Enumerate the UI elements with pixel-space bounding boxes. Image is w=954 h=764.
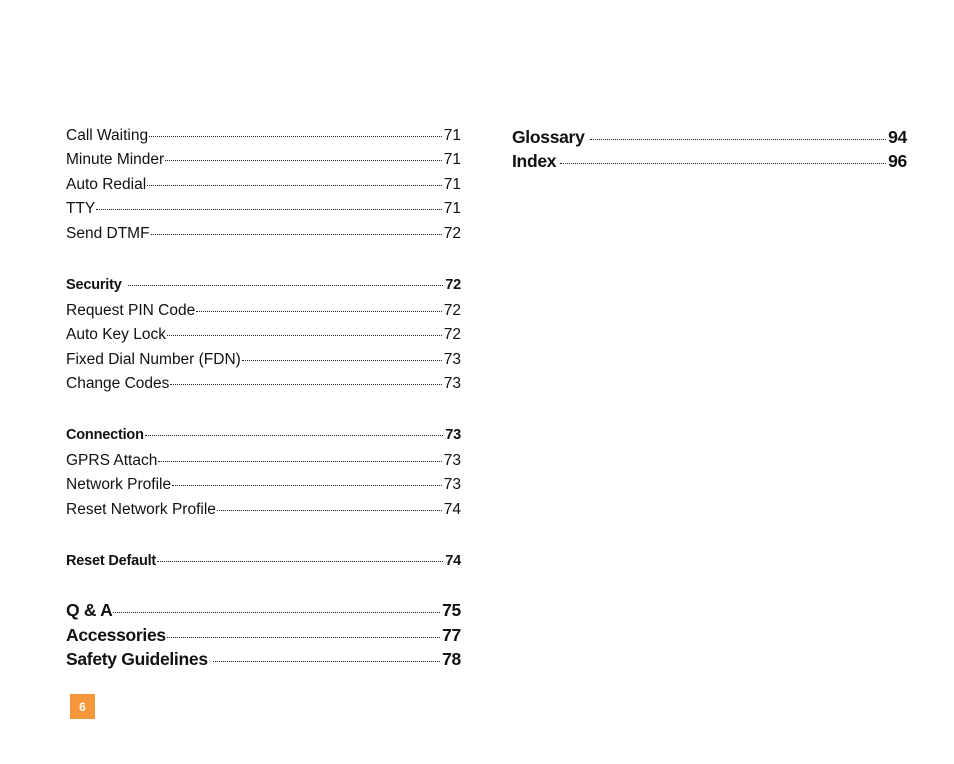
toc-entry-call-waiting[interactable] bbox=[66, 127, 461, 147]
dot-leader bbox=[196, 311, 442, 312]
toc-entry-label: Change Codes bbox=[66, 375, 170, 392]
dot-leader bbox=[96, 209, 441, 210]
toc-entry-auto-key-lock[interactable] bbox=[66, 326, 461, 346]
toc-chapter-page: 75 bbox=[442, 600, 461, 620]
dot-leader bbox=[170, 384, 441, 385]
toc-chapter-page: 78 bbox=[442, 649, 461, 669]
dot-leader bbox=[147, 185, 442, 186]
toc-entry-label: Minute Minder bbox=[66, 151, 165, 168]
dot-leader bbox=[172, 485, 442, 486]
toc-entry-auto-redial[interactable] bbox=[66, 176, 461, 196]
toc-entry-label: Fixed Dial Number (FDN) bbox=[66, 351, 241, 368]
dot-leader bbox=[113, 612, 440, 613]
toc-entry-page: 71 bbox=[443, 151, 461, 168]
dot-leader bbox=[128, 285, 444, 286]
toc-section-page: 74 bbox=[445, 553, 461, 569]
toc-entry-page: 73 bbox=[443, 375, 461, 392]
toc-entry-page: 72 bbox=[443, 302, 461, 319]
toc-section-page: 72 bbox=[445, 277, 461, 293]
toc-entry-minute-minder[interactable] bbox=[66, 151, 461, 171]
dot-leader bbox=[242, 360, 442, 361]
dot-leader bbox=[167, 637, 440, 638]
toc-entry-label: Send DTMF bbox=[66, 225, 150, 242]
toc-chapter-page: 94 bbox=[888, 127, 907, 147]
toc-entry-label: Auto Key Lock bbox=[66, 326, 166, 343]
toc-entry-label: Request PIN Code bbox=[66, 302, 196, 319]
toc-chapter-accessories[interactable] bbox=[66, 625, 461, 647]
dot-leader bbox=[151, 234, 442, 235]
toc-chapter-q-and-a[interactable] bbox=[66, 600, 461, 622]
toc-chapter-label: Q & A bbox=[66, 600, 113, 620]
toc-section-label: Connection bbox=[66, 427, 144, 443]
toc-chapter-glossary[interactable] bbox=[512, 127, 907, 149]
toc-entry-reset-network-profile[interactable] bbox=[66, 501, 461, 521]
dot-leader bbox=[158, 461, 441, 462]
toc-entry-page: 73 bbox=[443, 476, 461, 493]
toc-section-connection[interactable] bbox=[66, 427, 461, 447]
toc-entry-page: 71 bbox=[443, 127, 461, 144]
toc-section-label: Reset Default bbox=[66, 553, 157, 569]
dot-leader bbox=[590, 139, 887, 140]
toc-chapter-label: Index bbox=[512, 151, 557, 171]
toc-chapter-page: 77 bbox=[442, 625, 461, 645]
toc-entry-label: Reset Network Profile bbox=[66, 501, 216, 518]
toc-entry-label: GPRS Attach bbox=[66, 452, 158, 469]
toc-entry-page: 73 bbox=[443, 351, 461, 368]
toc-entry-label: Auto Redial bbox=[66, 176, 147, 193]
toc-entry-request-pin-code[interactable] bbox=[66, 302, 461, 322]
dot-leader bbox=[560, 163, 886, 164]
toc-entry-label: TTY bbox=[66, 200, 96, 217]
dot-leader bbox=[145, 435, 444, 436]
toc-entry-page: 73 bbox=[443, 452, 461, 469]
toc-section-page: 73 bbox=[445, 427, 461, 443]
toc-chapter-index[interactable] bbox=[512, 151, 907, 173]
page-number-badge: 6 bbox=[70, 694, 95, 719]
dot-leader bbox=[213, 661, 440, 662]
dot-leader bbox=[217, 510, 442, 511]
toc-entry-page: 72 bbox=[443, 225, 461, 242]
toc-entry-fixed-dial-number[interactable] bbox=[66, 351, 461, 371]
toc-entry-label: Call Waiting bbox=[66, 127, 149, 144]
dot-leader bbox=[157, 561, 443, 562]
toc-chapter-page: 96 bbox=[888, 151, 907, 171]
toc-entry-gprs-attach[interactable] bbox=[66, 452, 461, 472]
dot-leader bbox=[165, 160, 442, 161]
dot-leader bbox=[167, 335, 442, 336]
toc-entry-page: 74 bbox=[443, 501, 461, 518]
toc-entry-change-codes[interactable] bbox=[66, 375, 461, 395]
toc-section-security[interactable] bbox=[66, 277, 461, 297]
toc-chapter-label: Safety Guidelines bbox=[66, 649, 208, 669]
toc-entry-tty[interactable] bbox=[66, 200, 461, 220]
toc-entry-page: 71 bbox=[443, 200, 461, 217]
toc-entry-network-profile[interactable] bbox=[66, 476, 461, 496]
toc-chapter-label: Accessories bbox=[66, 625, 166, 645]
toc-chapter-label: Glossary bbox=[512, 127, 585, 147]
dot-leader bbox=[149, 136, 442, 137]
toc-entry-send-dtmf[interactable] bbox=[66, 225, 461, 245]
toc-entry-label: Network Profile bbox=[66, 476, 172, 493]
toc-entry-page: 72 bbox=[443, 326, 461, 343]
toc-section-reset-default[interactable] bbox=[66, 553, 461, 573]
toc-chapter-safety-guidelines[interactable] bbox=[66, 649, 461, 671]
toc-entry-page: 71 bbox=[443, 176, 461, 193]
toc-section-label: Security bbox=[66, 277, 122, 293]
